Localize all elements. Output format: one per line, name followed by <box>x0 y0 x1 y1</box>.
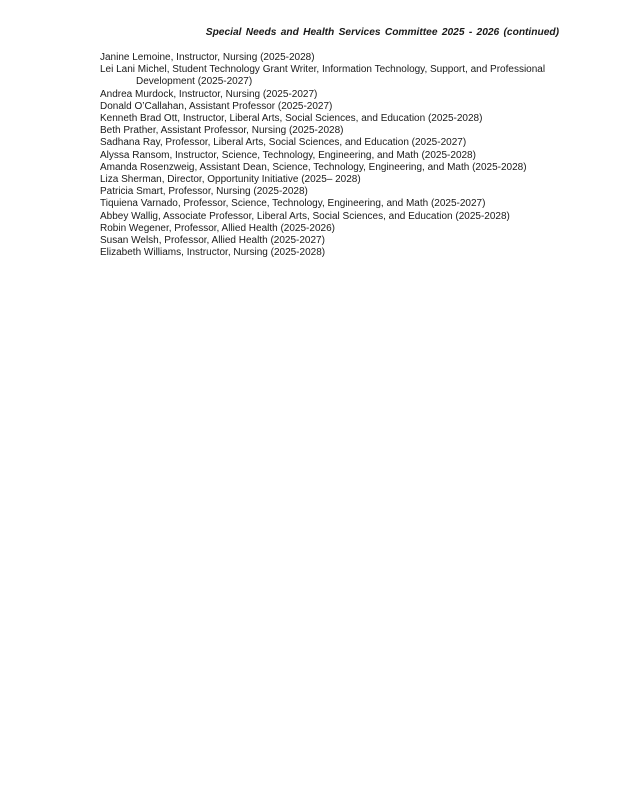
member-list <box>100 52 570 259</box>
list-item: Andrea Murdock, Instructor, Nursing (2025-2027) <box>100 88 318 100</box>
list-item: Robin Wegener, Professor, Allied Health (2025-2026) <box>100 222 335 234</box>
page-header: Special Needs and Health Services Committee 2025 - 2026 (continued) <box>205 27 559 38</box>
list-item: Janine Lemoine, Instructor, Nursing (2025-2028) <box>100 52 315 63</box>
list-item: Abbey Wallig, Associate Professor, Liberal Arts, Social Sciences, and Education (2025-2028) <box>100 210 510 222</box>
list-item: Patricia Smart, Professor, Nursing (2025-2028) <box>100 186 308 198</box>
list-item: Alyssa Ransom, Instructor, Science, Technology, Engineering, and Math (2025-2028) <box>100 149 476 161</box>
list-item: Amanda Rosenzweig, Assistant Dean, Science, Technology, Engineering, and Math (2025-2028) <box>100 161 527 173</box>
list-item: Lei Lani Michel, Student Technology Grant Writer, Information Technology, Support, and Professional Development (2025-2027) <box>100 64 546 88</box>
list-item: Elizabeth Williams, Instructor, Nursing (2025-2028) <box>100 247 326 259</box>
list-item: Liza Sherman, Director, Opportunity Initiative (2025– 2028) <box>100 174 361 186</box>
list-item: Sadhana Ray, Professor, Liberal Arts, Social Sciences, and Education (2025-2027) <box>100 137 467 149</box>
list-item: Tiquiena Varnado, Professor, Science, Technology, Engineering, and Math (2025-2027) <box>100 198 486 210</box>
list-item: Kenneth Brad Ott, Instructor, Liberal Arts, Social Sciences, and Education (2025-2028) <box>100 113 483 125</box>
list-item: Susan Welsh, Professor, Allied Health (2025-2027) <box>100 235 325 247</box>
list-item: Donald O’Callahan, Assistant Professor (2025-2027) <box>100 100 333 112</box>
list-item: Beth Prather, Assistant Professor, Nursing (2025-2028) <box>100 125 344 137</box>
